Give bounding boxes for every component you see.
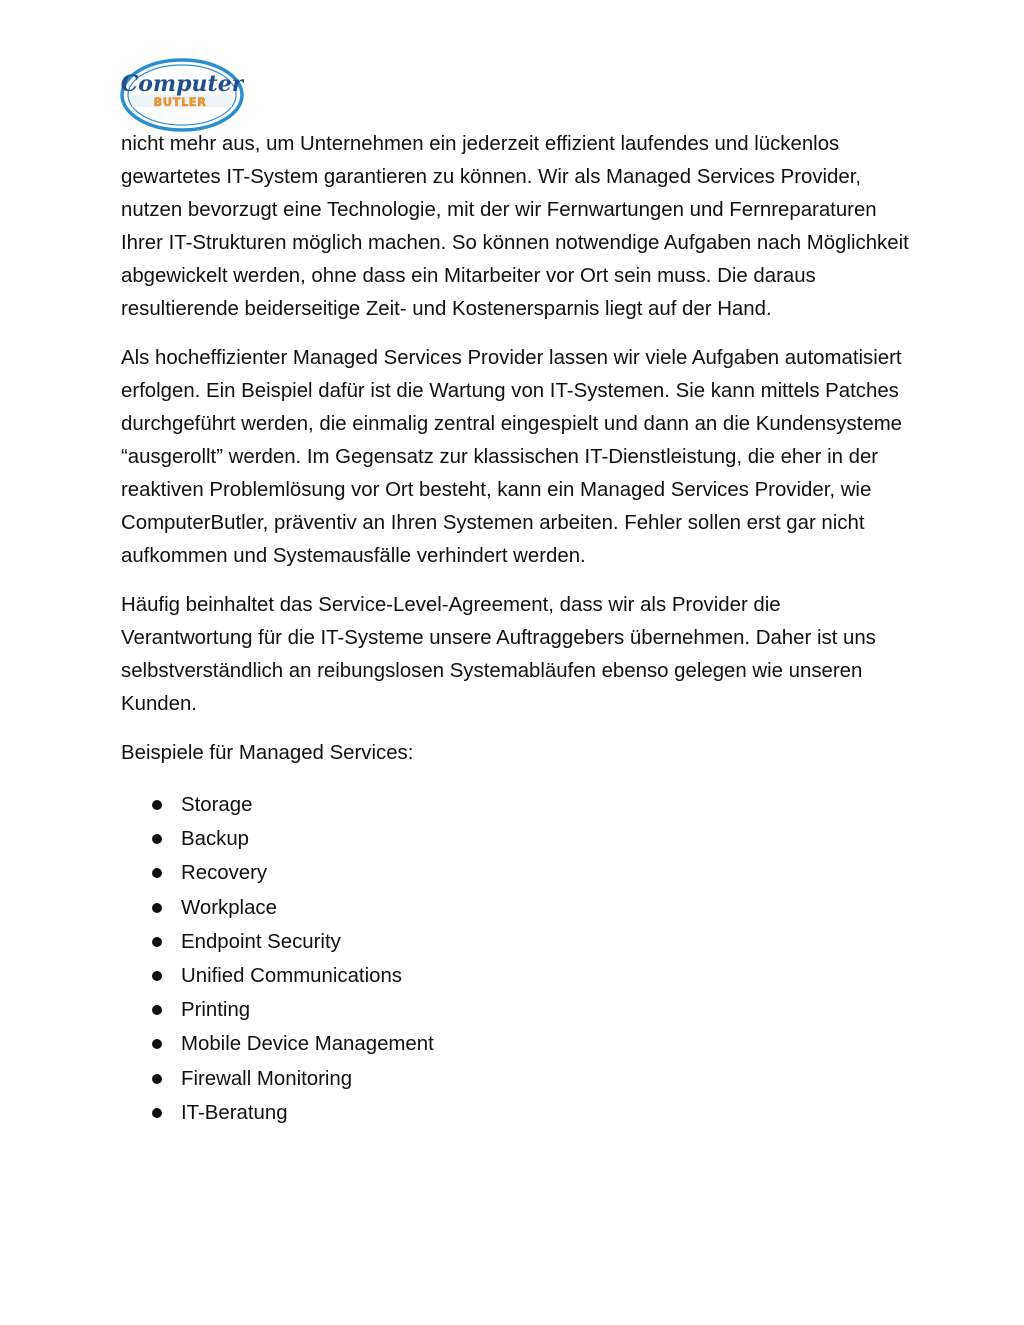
list-item-label: Workplace (181, 896, 277, 919)
list-item (121, 1062, 911, 1096)
list-item (121, 891, 911, 925)
list-item-label: Firewall Monitoring (181, 1067, 353, 1090)
logo-script-text: Computer (120, 71, 244, 97)
list-item (121, 1027, 911, 1061)
list-item-label: Printing (181, 999, 251, 1022)
paragraph-3: Häufig beinhaltet das Service-Level-Agreement, dass wir als Provider die Verantwortung für die IT-Systeme unsere Auftraggebers übernehmen. Daher ist uns selbstverständlich an reibungslosen Systemabläufen ebenso gelegen wie unseren Kunden. (121, 594, 876, 715)
bullet-icon (152, 1074, 162, 1084)
bullet-icon (152, 834, 162, 844)
list-item (121, 822, 911, 856)
services-list (121, 788, 911, 1130)
bullet-icon (152, 903, 162, 913)
paragraph-1: nicht mehr aus, um Unternehmen ein jederzeit effizient laufendes und lückenlos gewartetes IT-System garantieren zu können. Wir als Managed Services Provider, nutzen bevorzugt eine Technologie, mit der wir Fernwartungen und Fernreparaturen Ihrer IT-Strukturen möglich machen. So können notwendige Aufgaben nach Möglichkeit abgewickelt werden, ohne dass ein Mitarbeiter vor Ort sein muss. Die daraus resultierende beiderseitige Zeit- und Kostenersparnis liegt auf der Hand. (121, 133, 909, 320)
paragraph-2: Als hocheffizienter Managed Services Provider lassen wir viele Aufgaben automatisiert erfolgen. Ein Beispiel dafür ist die Wartung von IT-Systemen. Sie kann mittels Patches durchgeführt werden, die einmalig zentral eingespielt und dann an die Kundensysteme “ausgerollt” werden. Im Gegensatz zur klassischen IT-Dienstleistung, die eher in der reaktiven Problemlösung vor Ort besteht, kann ein Managed Services Provider, wie ComputerButler, präventiv an Ihren Systemen arbeiten. Fehler sollen erst gar nicht aufkommen und Systemausfälle verhindert werden. (121, 347, 903, 567)
list-item-label: Endpoint Security (181, 930, 341, 953)
list-item (121, 856, 911, 890)
logo-butler-text: BUTLER (153, 95, 207, 109)
bullet-icon (152, 868, 162, 878)
bullet-icon (152, 1039, 162, 1049)
list-item (121, 1096, 911, 1130)
list-item-label: IT-Beratung (181, 1101, 288, 1124)
logo-emblem-icon (120, 58, 244, 132)
document-body (121, 128, 911, 1130)
list-item-label: Unified Communications (181, 965, 402, 988)
computer-butler-logo (120, 58, 244, 132)
list-item-label: Mobile Device Management (181, 1033, 434, 1056)
list-item-label: Storage (181, 794, 253, 816)
bullet-icon (152, 1005, 162, 1015)
list-item (121, 993, 911, 1027)
bullet-icon (152, 937, 162, 947)
list-item (121, 959, 911, 993)
list-item (121, 925, 911, 959)
list-item (121, 788, 911, 822)
bullet-icon (152, 1108, 162, 1118)
list-item-label: Recovery (181, 862, 268, 885)
list-intro: Beispiele für Managed Services: (121, 742, 414, 764)
bullet-icon (152, 971, 162, 981)
bullet-icon (152, 800, 162, 810)
list-item-label: Backup (181, 828, 250, 851)
